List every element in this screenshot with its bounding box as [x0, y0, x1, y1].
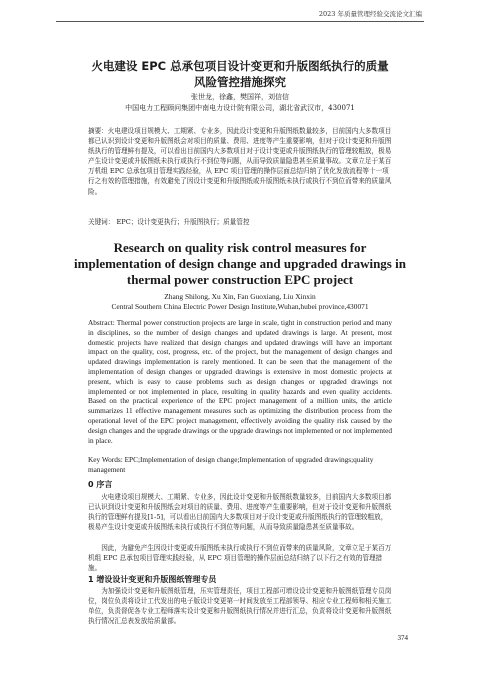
section-0-paragraph-1: 火电建设项目规模大、工期紧、专业多，因此设计变更和升版图纸数量较多，目前国内大多数项目都已认识到设计变更和升版图纸会对项目的质量、费用、进度等产生重要影响，但对于设计变更和升版图纸执行的管理鲜有提及[1-5]，可以看出目前国内大多数项目对于设计变更或升版图纸执行的管理较粗放，极易产生设计变更或升版图纸未执行或执行不到位等问题，从而导致质量隐患甚至质量事故。 [88, 493, 392, 532]
chinese-abstract: 摘要：火电建设项目规模大、工期紧、专业多，因此设计变更和升版图纸数量较多，目前国内大多数项目都已认识到设计变更和升版图纸会对项目的质量、费用、进度等产生重要影响，但对于设计变更和升版图纸执行的管理鲜有提及，可以看出目前国内大多数项目对于设计变更或升版图纸执行的管理较粗放，极易产生设计变更或升版图纸未执行或执行不到位等问题，从而导致质量隐患甚至质量事故。文章立足于某百万机组 EPC 总承包项目管理实践经验，从 EPC 项目管理的操作层面总结归纳了优化发放流程等十一项行之有效的管理措施，有效避免了因设计变更和升版图纸或升版图纸未执行或执行不到位而带来的质量风险。 [88, 127, 392, 196]
chinese-title-line-1: 火电建设 EPC 总承包项目设计变更和升版图纸执行的质量 [91, 59, 389, 73]
chinese-title [56, 58, 424, 90]
english-keywords: Key Words: EPC;Implementation of design change;Implementation of upgraded drawings;quality management [88, 455, 374, 474]
section-0-heading: 0 序言 [88, 480, 113, 489]
header-divider [56, 21, 424, 22]
chinese-keywords: 关键词： EPC；设计变更执行；升版图执行；质量管控 [88, 218, 250, 226]
section-1-heading: 1 增设设计变更和升版图纸管理专员 [88, 575, 217, 584]
english-authors: Zhang Shilong, Xu Xin, Fan Guoxiang, Liu Xinxin [164, 292, 316, 301]
chinese-title-line-2: 风险管控措施探究 [194, 75, 286, 89]
section-1-paragraph-1: 为加强设计变更和升版图纸管理，压实管理责任，项目工程部可增设设计变更和升版图纸管理专员岗位，岗位负责将设计工代发出的电子版设计变更第一时间发放至工程部领导、相应专业工程师和相关施工单位，负责督促各专业工程师落实设计变更和升版图纸执行情况并进行汇总，负责将设计变更和升版图纸执行情况汇总表发放给质量部。 [88, 587, 392, 626]
chinese-authors: 张世龙，徐鑫，樊国祥，刘信信 [191, 93, 289, 101]
section-0-paragraph-2: 因此，为避免产生因设计变更或升版图纸未执行或执行不到位而带来的质量风险，文章立足于某百万机组 EPC 总承包项目管理实践经验，从 EPC 项目管理的操作层面总结归纳了以下行之有效的管理措施。 [88, 544, 392, 573]
page-number: 374 [397, 634, 408, 642]
english-affiliation: Central Southern China Electric Power Design Institute,Wuhan,hubei province,430071 [111, 302, 369, 311]
english-title [56, 240, 424, 288]
running-header: 2023 年质量管理经验交流论文汇编 [318, 10, 422, 18]
chinese-affiliation: 中国电力工程顾问集团中南电力设计院有限公司，湖北省武汉市，430071 [125, 104, 355, 112]
english-title-line-2: implementation of design change and upgraded drawings in [74, 256, 406, 271]
english-title-line-3: thermal power construction EPC project [126, 272, 354, 287]
english-abstract: Abstract: Thermal power construction projects are large in scale, tight in construction period and many in disciplines, so the number of design changes and updated drawings is large. At present, most domestic projects have realized that design changes and updated drawings will have an important impact on the quality, cost, progress, etc. of the project, but the management of design changes and updated drawings implementation is rarely mentioned. It can be seen that the management of the implementation of design changes or upgraded drawings is extensive in most domestic projects at present, which is easy to cause problems such as design changes or upgraded drawings not implemented or not implemented in place, resulting in quality hazards and even quality accidents. Based on the practical experience of the EPC project management of a million units, the article summarizes 11 effective management measures such as optimizing the distribution process from the operational level of the EPC project management, effectively avoiding the quality risk caused by the design changes and the upgrade drawings or the upgrade drawings not implemented or not implemented in place. [88, 318, 392, 445]
english-title-line-1: Research on quality risk control measures for [113, 240, 367, 255]
